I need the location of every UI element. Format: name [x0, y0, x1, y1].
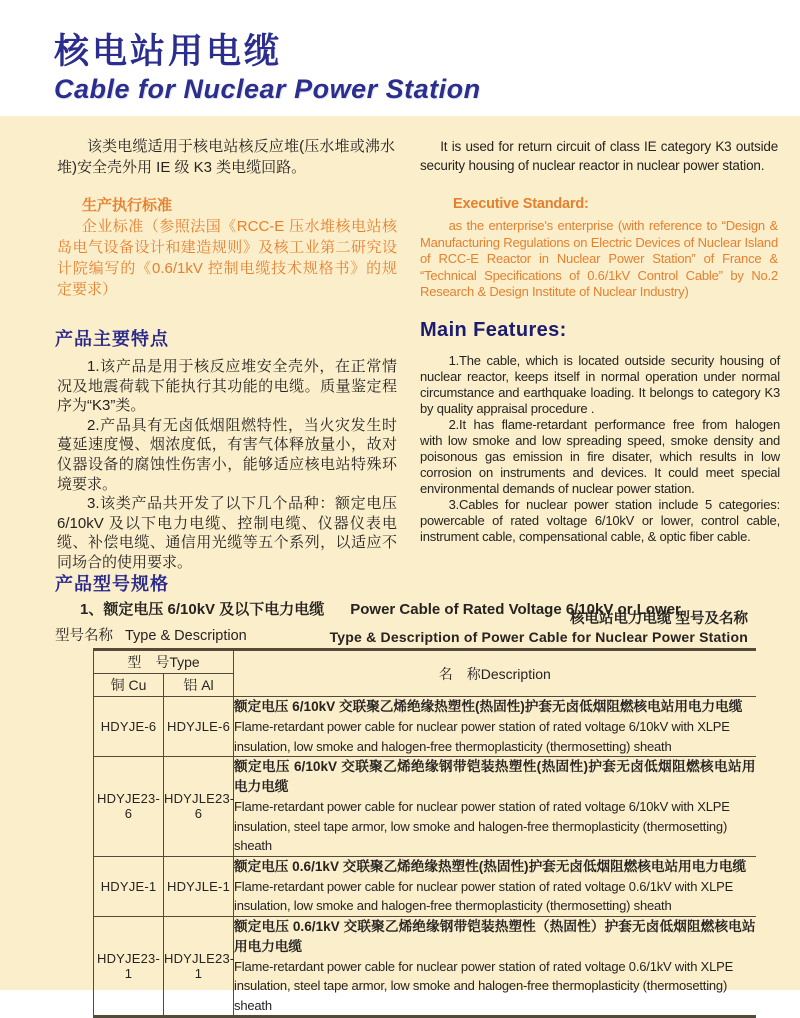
type-code-al: HDYJLE23-6: [164, 757, 234, 857]
type-code-al: HDYJLE23-1: [164, 916, 234, 1017]
standard-heading-en: Executive Standard:: [453, 196, 589, 212]
type-code-al: HDYJLE-6: [164, 697, 234, 757]
table-row: [94, 856, 756, 916]
features-list-en: [420, 353, 780, 545]
intro-paragraph-zh: 该类电缆适用于核电站核反应堆(压水堆或沸水堆)安全壳外用 IE 级 K3 类电缆回路。: [57, 138, 395, 176]
standard-body-en: as the enterprise's enterprise (with reference to “Design & Manufacturing Regulations on Electric Devices of Nuclear Island of RCC-E Reactor in Nuclear Power Station” of France & “Technical Specifications of 0.6/1kV Control Cable” by No.2 Research & Design Institute of Nuclear Industry): [420, 218, 778, 299]
standard-body-zh: 企业标准（参照法国《RCC-E 压水堆核电站核岛电气设备设计和建造规则》及核工业第二研究设计院编写的《0.6/1kV 控制电缆技术规格书》的规定要求）: [57, 218, 397, 298]
feature-item-en: 2.It has flame-retardant performance free from halogen with low smoke and low spreading speed, smoke density and poisonous gas emission in fire disater, which results in low corrosion on instruments and devices. It could meet special environmental demands of nuclear power station.: [420, 417, 780, 496]
description-cell: [234, 856, 756, 916]
description-en: Flame-retardant power cable for nuclear power station of rated voltage 0.6/1kV with XLPE insulation, low smoke and halogen-free thermoplasticity (thermosetting) sheath: [234, 878, 734, 913]
page-title-zh: 核电站用电缆: [54, 32, 283, 71]
description-zh: 额定电压 6/10kV 交联聚乙烯绝缘钢带铠装热塑性(热固性)护套无卤低烟阻燃核电站用电力电缆: [234, 759, 756, 794]
description-cell: [234, 697, 756, 757]
description-en: Flame-retardant power cable for nuclear power station of rated voltage 6/10kV with XLPE insulation, low smoke and halogen-free thermoplasticity (thermosetting) sheath: [234, 719, 730, 754]
type-code-cu: HDYJE23-1: [94, 916, 164, 1017]
table-title-block: [330, 610, 748, 646]
feature-item-zh: 2.产品具有无卤低烟阻燃特性，当火灾发生时蔓延速度慢、烟浓度低，有害气体释放量小，故对仪器设备的腐蚀性伤害小，能够适应核电站特殊环境要求。: [57, 416, 397, 493]
type-code-cu: HDYJE-1: [94, 856, 164, 916]
table-title-zh: 核电站电力电缆 型号及名称: [569, 611, 748, 627]
features-heading-en: Main Features:: [420, 319, 567, 341]
description-zh: 额定电压 6/10kV 交联聚乙烯绝缘热塑性(热固性)护套无卤低烟阻燃核电站用电力电缆: [234, 699, 743, 714]
features-list-zh: [57, 357, 397, 573]
table-row: [94, 757, 756, 857]
power-cable-type-table: [93, 648, 756, 1018]
col-header-description: 名 称Description: [234, 650, 756, 697]
description-cell: [234, 916, 756, 1017]
features-heading-zh: 产品主要特点: [55, 329, 169, 349]
description-cell: [234, 757, 756, 857]
models-heading: 产品型号规格: [55, 574, 169, 594]
col-header-cu: 铜 Cu: [94, 674, 164, 697]
table-wrapper: [93, 648, 756, 1018]
page-header: [0, 0, 800, 116]
feature-item-zh: 1.该产品是用于核反应堆安全壳外，在正常情况及地震荷载下能执行其功能的电缆。质量鉴定程序为“K3”类。: [57, 358, 397, 415]
type-description-label: [55, 624, 247, 645]
type-code-cu: HDYJE23-6: [94, 757, 164, 857]
description-zh: 额定电压 0.6/1kV 交联聚乙烯绝缘钢带铠装热塑性（热固性）护套无卤低烟阻燃核电站用电力电缆: [234, 918, 756, 954]
intro-paragraph-en: It is used for return circuit of class IE category K3 outside security housing of nuclear reactor in nuclear power station.: [420, 139, 778, 173]
col-header-type: 型 号Type: [94, 650, 234, 674]
content-sheet: [0, 116, 800, 1013]
table-row: [94, 916, 756, 1017]
table-title-en: Type & Description of Power Cable for Nuclear Power Station: [329, 629, 748, 645]
type-description-label-en: Type & Description: [125, 628, 247, 644]
type-code-cu: HDYJE-6: [94, 697, 164, 757]
table-row: [94, 697, 756, 757]
models-subheading-zh: 1、额定电压 6/10kV 及以下电力电缆: [80, 601, 325, 618]
type-code-al: HDYJLE-1: [164, 856, 234, 916]
feature-item-en: 3.Cables for nuclear power station include 5 categories: powercable of rated voltage 6/10kV or lower, control cable, instrument cable, compensational cable, & optic fiber cable.: [420, 497, 780, 544]
type-description-label-zh: 型号名称: [55, 628, 113, 644]
feature-item-en: 1.The cable, which is located outside security housing of nuclear reactor, keeps itself in normal operation under normal circumstance and earthquake loading. It belongs to category K3 by quality appraisal procedure .: [420, 353, 780, 416]
models-subheading-en: Power Cable of Rated Voltage 6/10kV or Lower: [350, 601, 681, 618]
feature-item-zh: 3.该类产品共开发了以下几个品种：额定电压 6/10kV 及以下电力电缆、控制电缆、仪器仪表电缆、补偿电缆、通信用光缆等五个系列，以适应不同场合的使用要求。: [57, 495, 397, 571]
page-title-en: Cable for Nuclear Power Station: [54, 74, 481, 104]
standard-heading-zh: 生产执行标准: [82, 197, 173, 214]
description-zh: 额定电压 0.6/1kV 交联聚乙烯绝缘热塑性(热固性)护套无卤低烟阻燃核电站用电力电缆: [234, 858, 747, 874]
description-en: Flame-retardant power cable for nuclear power station of rated voltage 0.6/1kV with XLPE insulation, steel tape armor, low smoke and halogen-free thermoplasticity (thermosetting) sheath: [234, 958, 734, 1013]
col-header-al: 铝 Al: [164, 674, 234, 697]
description-en: Flame-retardant power cable for nuclear power station of rated voltage 6/10kV with XLPE insulation, steel tape armor, low smoke and halogen-free thermoplasticity (thermosetting) sheath: [234, 799, 730, 853]
